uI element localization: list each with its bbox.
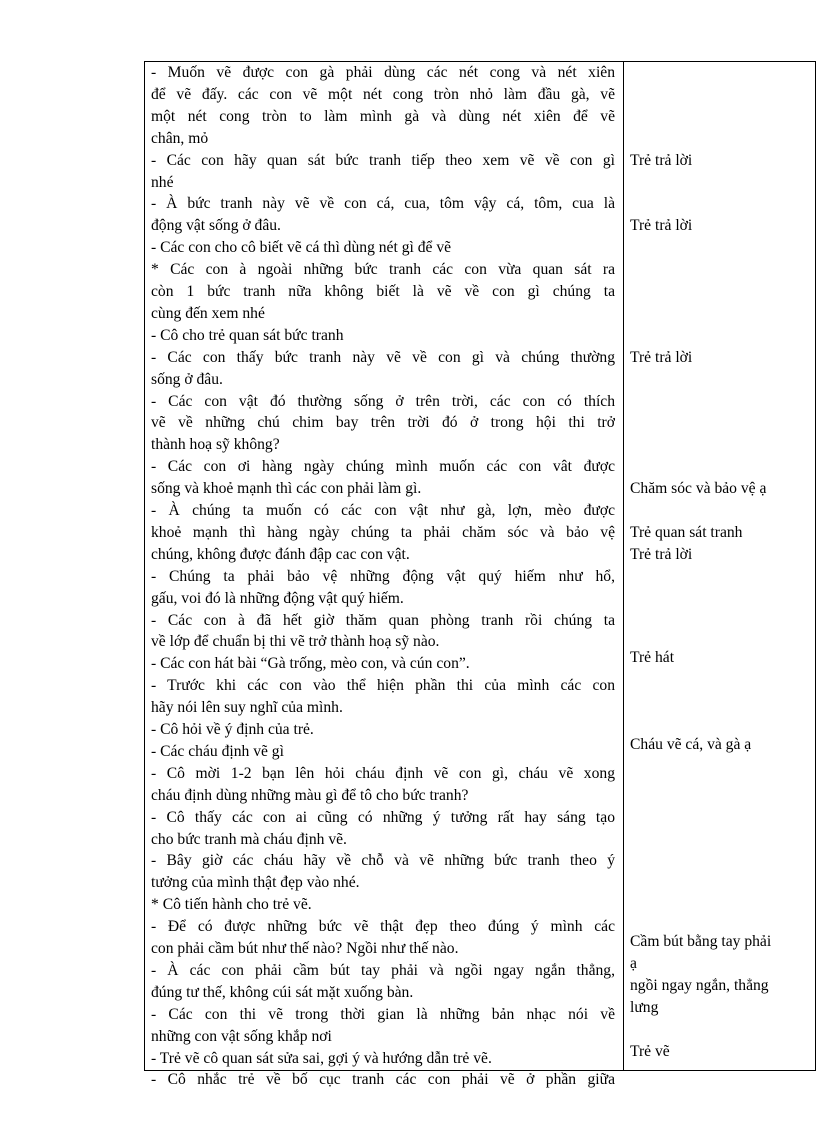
column-divider xyxy=(623,62,624,1070)
activity-text-line: - Bây giờ các cháu hãy về chỗ và vẽ những bức tranh theo ý xyxy=(151,852,615,870)
child-response-text: Trẻ trả lời xyxy=(630,545,693,563)
activity-text-line: cho bức tranh mà cháu định vẽ. xyxy=(151,830,347,848)
activity-text-line: - Các con ơi hàng ngày chúng mình muốn các con vât được xyxy=(151,458,615,476)
child-response-text: Chăm sóc và bảo vệ ạ xyxy=(630,480,767,498)
activity-text-line: - Cô nhắc trẻ về bố cục tranh các con phải vẽ ở phần giữa xyxy=(151,1071,615,1089)
child-response-text: Trẻ trả lời xyxy=(630,151,693,169)
activity-text-line: - À bức tranh này vẽ về con cá, cua, tôm vậy cá, tôm, cua là xyxy=(151,195,615,213)
activity-text-line: - Các con hát bài “Gà trống, mèo con, và cún con”. xyxy=(151,655,470,673)
activity-text-line: - Các con hãy quan sát bức tranh tiếp theo xem vẽ về con gì xyxy=(151,151,615,169)
activity-text-line: còn 1 bức tranh nữa không biết là vẽ về con gì chúng ta xyxy=(151,283,615,300)
activity-text-line: hãy nói lên suy nghĩ của mình. xyxy=(151,699,343,717)
activity-text-line: chân, mỏ xyxy=(151,129,209,147)
activity-text-line: - À chúng ta muốn có các con vật như gà, lợn, mèo được xyxy=(151,502,615,519)
activity-text-line: con phải cầm bút như thế nào? Ngồi như thế nào. xyxy=(151,940,459,957)
child-response-text: Trẻ vẽ xyxy=(630,1042,670,1060)
activity-text-line: nhé xyxy=(151,173,174,191)
activity-text-line: cùng đến xem nhé xyxy=(151,304,265,322)
activity-text-line: sống ở đâu. xyxy=(151,370,223,388)
activity-text-line: thành hoạ sỹ không? xyxy=(151,436,280,454)
activity-text-line: gấu, voi đó là những động vật quý hiếm. xyxy=(151,589,404,607)
activity-text-line: - Cô hỏi về ý định của trẻ. xyxy=(151,721,314,738)
activity-text-line: về lớp để chuẩn bị thi vẽ trở thành hoạ sỹ nào. xyxy=(151,633,440,651)
activity-text-line: - Các con thấy bức tranh này vẽ về con gì và chúng thường xyxy=(151,348,615,366)
child-response-text: Trẻ hát xyxy=(630,648,675,666)
activity-text-line: - Cô mời 1-2 bạn lên hỏi cháu định vẽ con gì, cháu vẽ xong xyxy=(151,764,615,782)
child-response-text: Trẻ trả lời xyxy=(630,348,693,366)
activity-text-line: một nét cong tròn to làm mình gà và dùng nét xiên để vẽ xyxy=(151,107,615,125)
activity-text-line: - Các con thi vẽ trong thời gian là những bản nhạc nói về xyxy=(151,1005,615,1023)
activity-text-line: sống và khoẻ mạnh thì các con phải làm gì. xyxy=(151,480,422,498)
activity-text-line: * Cô tiến hành cho trẻ vẽ. xyxy=(151,896,312,914)
activity-text-line: - Để có được những bức vẽ thật đẹp theo đúng ý mình các xyxy=(151,918,615,936)
activity-text-line: - Các con à đã hết giờ thăm quan phòng tranh rồi chúng ta xyxy=(151,611,615,629)
activity-text-line: - Cô cho trẻ quan sát bức tranh xyxy=(151,326,344,344)
lesson-table xyxy=(144,61,816,1089)
activity-text-line: đúng tư thế, không cúi sát mặt xuống bàn. xyxy=(151,983,414,1001)
activity-text-line: những con vật sống khắp nơi xyxy=(151,1027,332,1045)
child-response-text: ngồi ngay ngắn, thẳng xyxy=(630,977,769,995)
activity-text-line: chúng, không được đánh đập cac con vật. xyxy=(151,545,410,563)
child-response-text: Cầm bút bằng tay phải xyxy=(630,933,772,951)
activity-text-line: - Các con vật đó thường sống ở trên trời, các con có thích xyxy=(151,392,615,410)
child-response-text: Cháu vẽ cá, và gà ạ xyxy=(630,736,752,754)
activity-text-line: - À các con phải cầm bút tay phải và ngồi ngay ngắn thẳng, xyxy=(151,961,615,979)
activity-text-line: * Các con à ngoài những bức tranh các con vừa quan sát ra xyxy=(151,261,615,279)
activity-text-line: - Trước khi các con vào thể hiện phần thi của mình các con xyxy=(151,677,615,695)
activity-text-line: để vẽ đấy. các con vẽ một nét cong tròn nhỏ làm đầu gà, vẽ xyxy=(151,85,615,103)
activity-text-line: - Chúng ta phải bảo vệ những động vật quý hiếm như hổ, xyxy=(151,567,615,585)
child-response-text: lưng xyxy=(630,999,659,1017)
child-response-text: ạ xyxy=(630,955,637,973)
activity-text-line: động vật sống ở đâu. xyxy=(151,217,281,235)
activity-text-line: - Muốn vẽ được con gà phải dùng các nét cong và nét xiên xyxy=(151,64,615,81)
activity-text-line: cháu định dùng những màu gì để tô cho bức tranh? xyxy=(151,786,469,804)
child-response-text: Trẻ trả lời xyxy=(630,217,693,235)
activity-text-line: - Cô thấy các con ai cũng có những ý tưởng rất hay sáng tạo xyxy=(151,808,615,826)
activity-text-line: - Các cháu định vẽ gì xyxy=(151,742,284,760)
activity-text-line: tưởng của mình thật đẹp vào nhé. xyxy=(151,874,360,892)
activity-text-line: - Trẻ vẽ cô quan sát sửa sai, gợi ý và hướng dẫn trẻ vẽ. xyxy=(151,1049,492,1067)
activity-text-line: khoẻ mạnh thì hàng ngày chúng ta phải chăm sóc và bảo vệ xyxy=(151,523,615,541)
child-response-text: Trẻ quan sát tranh xyxy=(630,523,743,541)
activity-text-line: - Các con cho cô biết vẽ cá thì dùng nét gì để vẽ xyxy=(151,239,452,257)
activity-text-line: vẽ về những chú chim bay trên trời đó ở trong hội thi trở xyxy=(151,414,615,432)
